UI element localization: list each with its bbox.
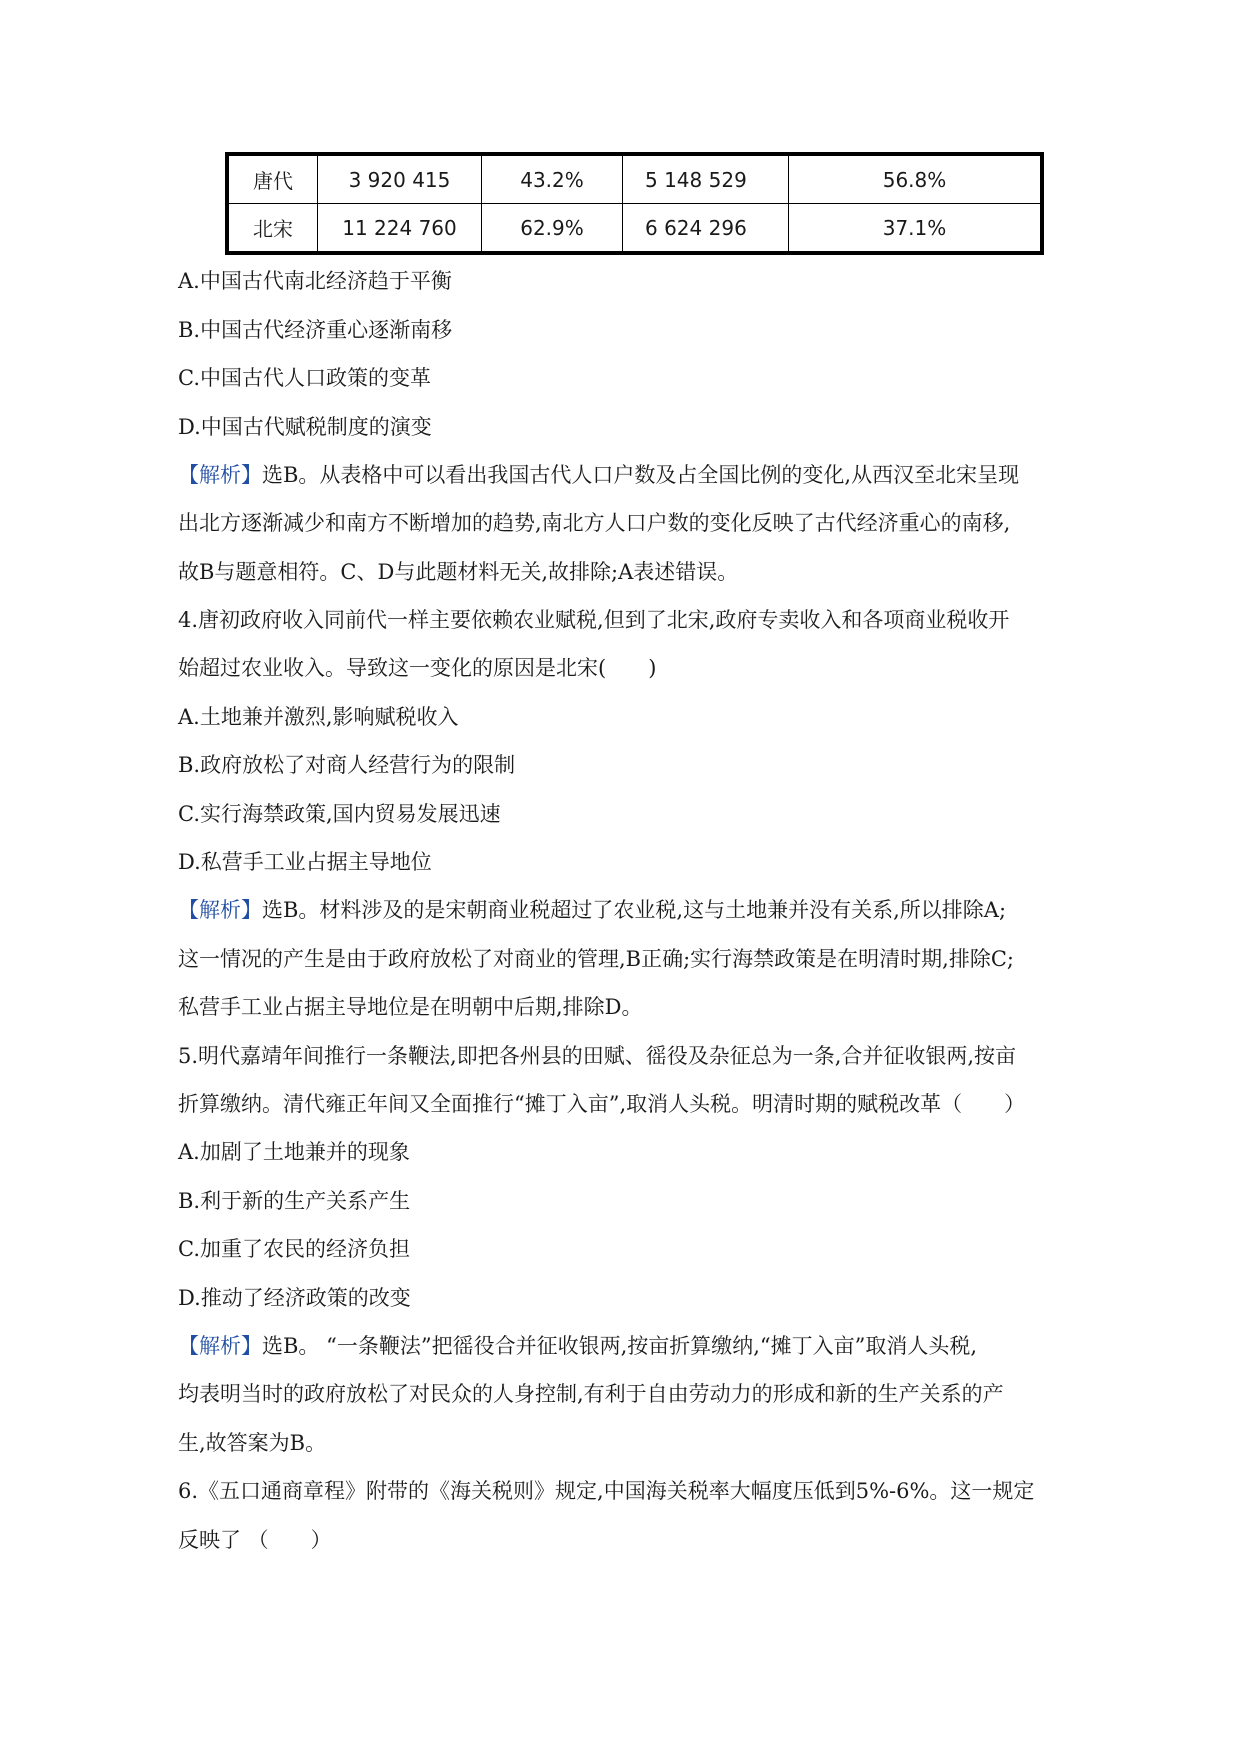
text-line (178, 606, 1009, 634)
table-cell: 6 624 296 (623, 204, 789, 254)
line-text: 选B。从表格中可以看出我国古代人口户数及占全国比例的变化,从西汉至北宋呈现 (262, 463, 1020, 487)
table-cell: 5 148 529 (623, 154, 789, 204)
table-row (227, 204, 1042, 254)
table-cell: 唐代 (227, 154, 318, 204)
text-line (178, 1477, 1034, 1505)
text-line (178, 703, 459, 731)
table-cell: 3 920 415 (318, 154, 482, 204)
table-cell: 62.9% (482, 204, 623, 254)
line-text: 4.唐初政府收入同前代一样主要依赖农业赋税,但到了北宋,政府专卖收入和各项商业税收开 (178, 608, 1010, 632)
table-row (227, 154, 1042, 204)
text-line (178, 654, 656, 682)
analysis-line (178, 461, 1019, 489)
line-text: 生,故答案为B。 (178, 1431, 327, 1455)
text-line (178, 558, 738, 586)
text-line (178, 945, 1014, 973)
table-cell: 56.8% (789, 154, 1043, 204)
line-text: 选B。 “一条鞭法”把徭役合并征收银两,按亩折算缴纳,“摊丁入亩”取消人头税, (262, 1334, 978, 1358)
line-text: 选B。材料涉及的是宋朝商业税超过了农业税,这与土地兼并没有关系,所以排除A; (262, 898, 1007, 922)
text-line (178, 509, 1010, 537)
text-line (178, 751, 515, 779)
text-line (178, 848, 432, 876)
analysis-line (178, 1332, 977, 1360)
line-text: 出北方逐渐减少和南方不断增加的趋势,南北方人口户数的变化反映了古代经济重心的南移, (178, 511, 1011, 535)
line-text: 折算缴纳。清代雍正年间又全面推行“摊丁入亩”,取消人头税。明清时期的赋税改革（ ） (178, 1092, 1026, 1116)
text-line (178, 1042, 1016, 1070)
line-text: 私营手工业占据主导地位是在明朝中后期,排除D。 (178, 995, 643, 1019)
text-line (178, 1235, 410, 1263)
text-line (178, 1380, 1004, 1408)
text-line (178, 1526, 332, 1554)
text-line (178, 1187, 410, 1215)
table-cell: 37.1% (789, 204, 1043, 254)
line-text: A.土地兼并激烈,影响赋税收入 (178, 705, 459, 729)
line-text: B.政府放松了对商人经营行为的限制 (178, 753, 516, 777)
line-text: 反映了 （ ） (178, 1528, 332, 1552)
line-text: 6.《五口通商章程》附带的《海关税则》规定,中国海关税率大幅度压低到5%-6%。这一规定 (178, 1479, 1035, 1503)
text-line (178, 1429, 326, 1457)
line-text: 始超过农业收入。导致这一变化的原因是北宋( ) (178, 656, 657, 680)
analysis-line (178, 896, 1006, 924)
text-line (178, 1138, 410, 1166)
text-line (178, 267, 452, 295)
line-text: 5.明代嘉靖年间推行一条鞭法,即把各州县的田赋、徭役及杂征总为一条,合并征收银两,按亩 (178, 1044, 1017, 1068)
text-line (178, 993, 643, 1021)
table-cell: 11 224 760 (318, 204, 482, 254)
line-text: C.中国古代人口政策的变革 (178, 366, 431, 390)
line-text: D.中国古代赋税制度的演变 (178, 415, 432, 439)
table-cell: 北宋 (227, 204, 318, 254)
line-text: A.加剧了土地兼并的现象 (178, 1140, 410, 1164)
text-line (178, 316, 452, 344)
line-text: 故B与题意相符。C、D与此题材料无关,故排除;A表述错误。 (178, 560, 739, 584)
line-text: D.私营手工业占据主导地位 (178, 850, 432, 874)
text-line (178, 1284, 411, 1312)
line-text: 这一情况的产生是由于政府放松了对商业的管理,B正确;实行海禁政策是在明清时期,排除C; (178, 947, 1014, 971)
analysis-label: 【解析】 (178, 898, 262, 922)
line-text: C.实行海禁政策,国内贸易发展迅速 (178, 802, 501, 826)
line-text: A.中国古代南北经济趋于平衡 (178, 269, 452, 293)
text-line (178, 413, 432, 441)
text-line (178, 364, 431, 392)
data-table (225, 152, 1044, 255)
text-line (178, 800, 501, 828)
line-text: C.加重了农民的经济负担 (178, 1237, 410, 1261)
table-cell: 43.2% (482, 154, 623, 204)
text-line (178, 1090, 1025, 1118)
line-text: D.推动了经济政策的改变 (178, 1286, 411, 1310)
line-text: 均表明当时的政府放松了对民众的人身控制,有利于自由劳动力的形成和新的生产关系的产 (178, 1382, 1004, 1406)
analysis-label: 【解析】 (178, 463, 262, 487)
analysis-label: 【解析】 (178, 1334, 262, 1358)
line-text: B.利于新的生产关系产生 (178, 1189, 411, 1213)
line-text: B.中国古代经济重心逐渐南移 (178, 318, 453, 342)
